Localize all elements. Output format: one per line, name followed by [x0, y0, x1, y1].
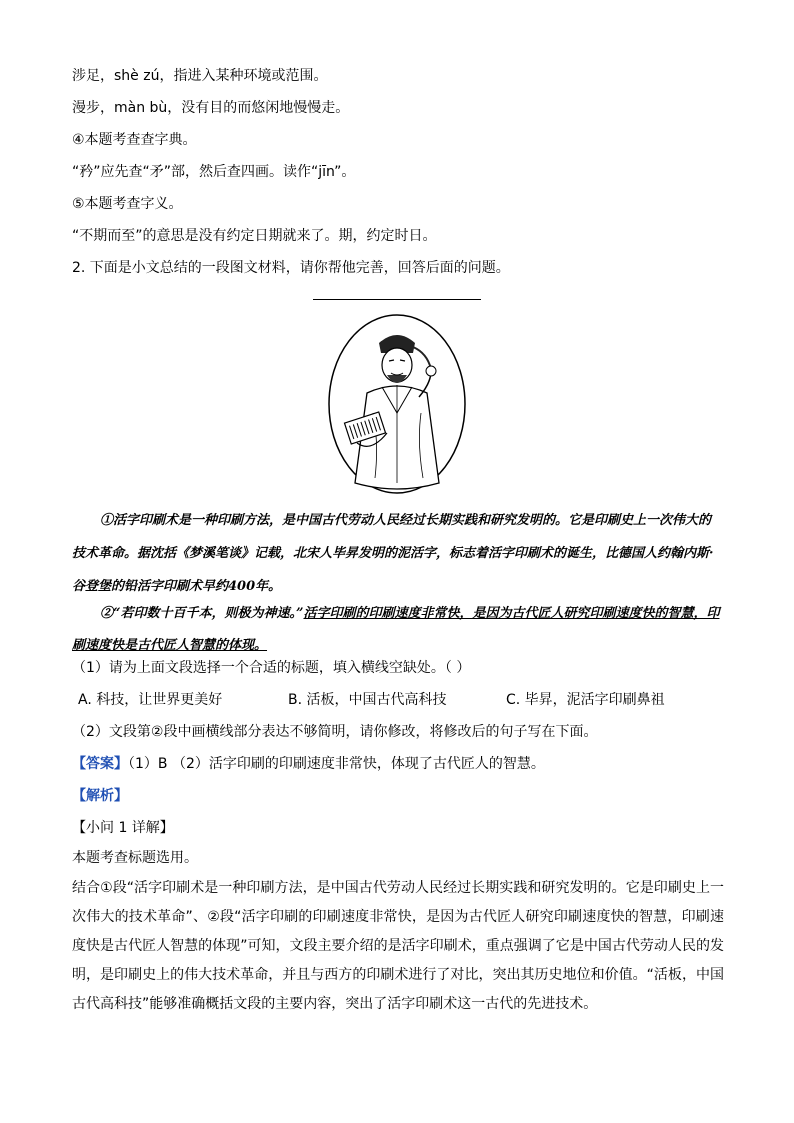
- explain-tag: 【解析】: [72, 788, 128, 804]
- answer-text: （1）B （2）活字印刷的印刷速度非常快，体现了古代匠人的智慧。: [128, 756, 545, 772]
- bi-sheng-portrait: [327, 313, 467, 495]
- passage-p2-quote: ②“若印数十百千本，则极为神速。”: [100, 606, 304, 621]
- answer-tag: 【答案】: [72, 756, 128, 772]
- line-q5-topic: ⑤本题考查字义。: [72, 196, 183, 212]
- option-b: B. 活板，中国古代高科技: [288, 692, 447, 708]
- subquestion-2: （2）文段第②段中画横线部分表达不够简明，请你修改，将修改后的句子写在下面。: [72, 724, 598, 740]
- answer-line: [72, 754, 545, 774]
- line-q4-topic: ④本题考查查字典。: [72, 132, 197, 148]
- passage-paragraph-2: [72, 598, 722, 662]
- passage-paragraph-1: ①活字印刷术是一种印刷方法，是中国古代劳动人民经过长期实践和研究发明的。它是印刷史上一次伟大的技术革命。据沈括《梦溪笔谈》记载，北宋人毕昇发明的泥活字，标志着活字印刷术的诞生，比德国人约翰内斯·谷登堡的铅活字印刷术早约400年。: [72, 513, 714, 594]
- explain-topic: 本题考查标题选用。: [72, 850, 198, 866]
- option-a: A. 科技，让世界更美好: [78, 692, 223, 708]
- subquestion-1-detail: 【小问 1 详解】: [72, 820, 174, 836]
- explain-body: 结合①段“活字印刷术是一种印刷方法，是中国古代劳动人民经过长期实践和研究发明的。它是印刷史上一次伟大的技术革命”、②段“活字印刷的印刷速度非常快，是因为古代匠人研究印刷速度快的智慧，印刷速度快是古代匠人智慧的体现”可知，文段主要介绍的是活字印刷术，重点强调了它是中国古代劳动人民的发明，是印刷史上的伟大技术革命，并且与西方的印刷术进行了对比，突出其历史地位和价值。“活板，中国古代高科技”能够准确概括文段的主要内容，突出了活字印刷术这一古代的先进技术。: [72, 880, 724, 1012]
- line-sheze: 涉足，shè zú，指进入某种环境或范围。: [72, 68, 328, 84]
- line-manbu: 漫步，màn bù，没有目的而悠闲地慢慢走。: [72, 100, 350, 116]
- line-q5-answer: “不期而至”的意思是没有约定日期就来了。期，约定时日。: [72, 228, 437, 244]
- passage-p2-underlined: 活字印刷的印刷速度非常快，是因为古代匠人研究印刷速度快的智慧，印刷速度快是古代匠人智慧的体现。: [72, 606, 720, 653]
- line-q4-answer: “矜”应先查“矛”部，然后查四画。读作“jīn”。: [72, 164, 356, 180]
- subquestion-1: （1）请为上面文段选择一个合适的标题，填入横线空缺处。（ ）: [72, 660, 471, 676]
- question-2-intro: 2. 下面是小文总结的一段图文材料，请你帮他完善，回答后面的问题。: [72, 260, 510, 276]
- title-blank-line: [313, 299, 481, 300]
- option-c: C. 毕昇，泥活字印刷鼻祖: [506, 692, 665, 708]
